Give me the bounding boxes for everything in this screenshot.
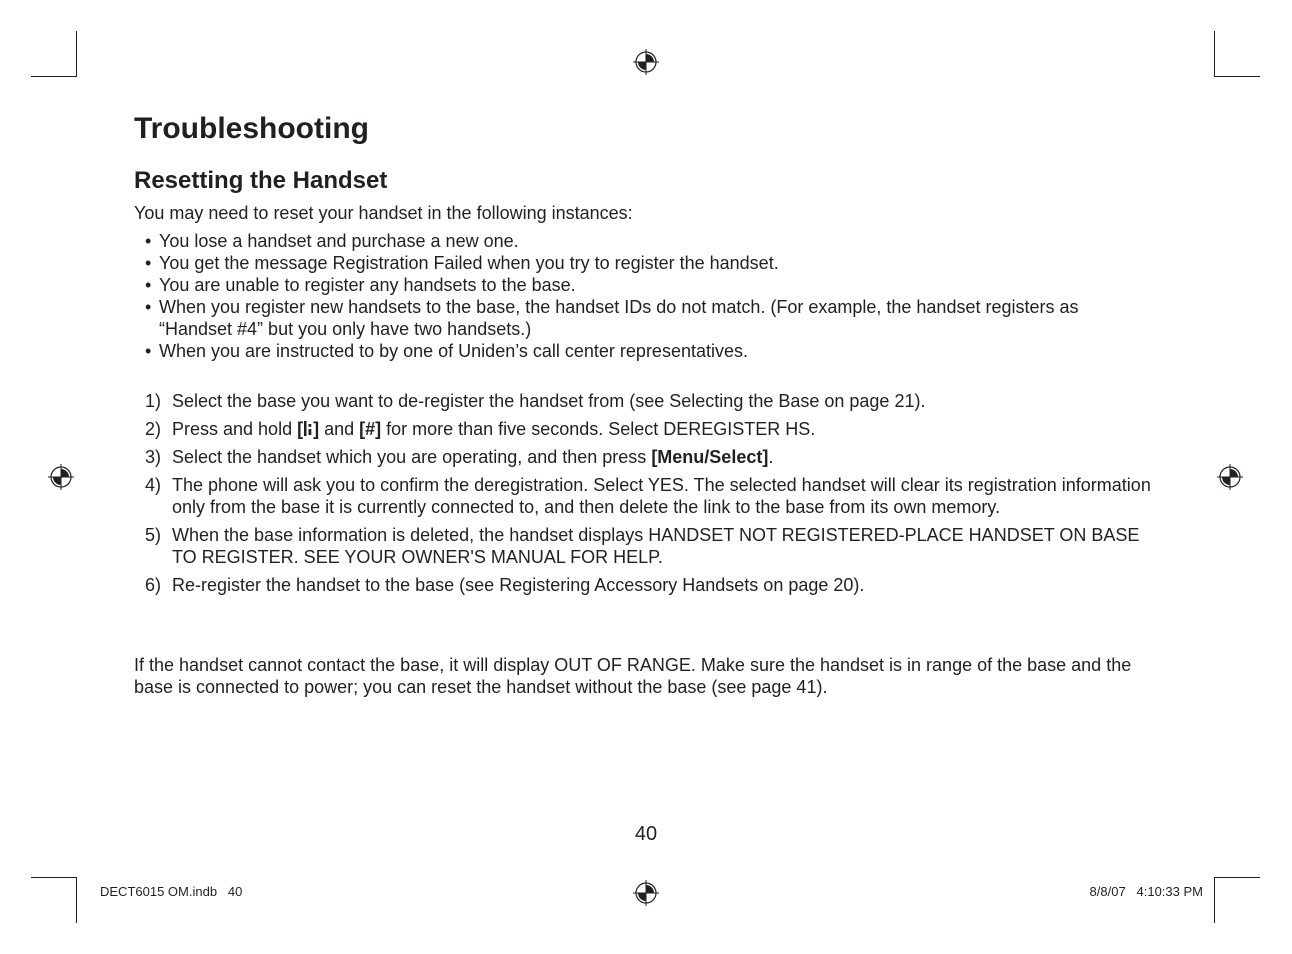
registration-mark-icon bbox=[1217, 464, 1243, 490]
list-item-text: You are unable to register any handsets to the base. bbox=[159, 275, 576, 295]
handset-icon bbox=[304, 420, 312, 437]
registration-mark-icon bbox=[48, 464, 74, 490]
print-slug-filename: DECT6015 OM.indb 40 bbox=[100, 884, 243, 899]
print-slug-timestamp: 8/8/07 4:10:33 PM bbox=[1089, 884, 1203, 899]
list-item bbox=[145, 252, 1155, 274]
instance-list bbox=[145, 230, 1155, 362]
step-item bbox=[145, 574, 1155, 596]
list-item-text: When you are instructed to by one of Uniden’s call center representatives. bbox=[159, 341, 748, 361]
step-item bbox=[145, 524, 1155, 568]
bullet-symbol: • bbox=[145, 275, 152, 295]
list-item-text: You get the message Registration Failed when you try to register the handset. bbox=[159, 253, 779, 273]
step-text: Select the base you want to de-register the handset from (see Selecting the Base on page 21). bbox=[172, 391, 926, 411]
step-number: 3) bbox=[145, 447, 162, 467]
crop-mark bbox=[1214, 877, 1260, 878]
step-item bbox=[145, 446, 1155, 468]
step-item bbox=[145, 418, 1155, 440]
crop-mark bbox=[76, 877, 77, 923]
list-item bbox=[145, 274, 1155, 296]
crop-mark bbox=[31, 877, 77, 878]
page-number: 40 bbox=[634, 823, 658, 845]
crop-mark bbox=[31, 76, 77, 77]
crop-mark bbox=[1214, 76, 1260, 77]
section-heading: Resetting the Handset bbox=[134, 167, 388, 194]
closing-paragraph: If the handset cannot contact the base, it will display OUT OF RANGE. Make sure the handset is in range of the base and the base is connected to power; you can reset the handset without the base (see page 41). bbox=[134, 655, 1132, 697]
bullet-symbol: • bbox=[145, 297, 152, 317]
step-text: The phone will ask you to confirm the deregistration. Select YES. The selected handset will clear its registration information only from the base it is currently connected to, and then delete the link to the base from its own memory. bbox=[172, 475, 1151, 517]
step-text: for more than five seconds. Select DEREGISTER HS. bbox=[381, 419, 816, 439]
list-item-text: You lose a handset and purchase a new one. bbox=[159, 231, 519, 251]
step-text: When the base information is deleted, the handset displays HANDSET NOT REGISTERED-PLACE HANDSET ON BASE TO REGISTER. SEE YOUR OWNER'S MANUAL FOR HELP. bbox=[172, 525, 1140, 567]
step-number: 2) bbox=[145, 419, 162, 439]
intro-text: You may need to reset your handset in the following instances: bbox=[134, 203, 633, 223]
step-item bbox=[145, 474, 1155, 518]
key-label-open: [ bbox=[297, 419, 304, 439]
bullet-symbol: • bbox=[145, 253, 152, 273]
reset-steps bbox=[145, 390, 1155, 602]
step-number: 5) bbox=[145, 525, 162, 545]
list-item bbox=[145, 340, 1155, 362]
step-text: Re-register the handset to the base (see Registering Accessory Handsets on page 20). bbox=[172, 575, 865, 595]
key-label-close: ] bbox=[313, 419, 320, 439]
page-title: Troubleshooting bbox=[134, 112, 369, 145]
step-number: 6) bbox=[145, 575, 162, 595]
step-text: Select the handset which you are operating, and then press bbox=[172, 447, 652, 467]
step-text: and bbox=[319, 419, 360, 439]
bullet-symbol: • bbox=[145, 341, 152, 361]
list-item-text: When you register new handsets to the base, the handset IDs do not match. (For example, the handset registers as “Handset #4” but you only have two handsets.) bbox=[159, 297, 1079, 339]
step-number: 4) bbox=[145, 475, 162, 495]
crop-mark bbox=[76, 31, 77, 77]
list-item bbox=[145, 230, 1155, 252]
registration-mark-icon bbox=[633, 880, 659, 906]
step-text: . bbox=[768, 447, 774, 467]
registration-mark-icon bbox=[633, 49, 659, 75]
crop-mark bbox=[1214, 877, 1215, 923]
bullet-symbol: • bbox=[145, 231, 152, 251]
pound-key-label: [#] bbox=[359, 419, 382, 439]
crop-mark bbox=[1214, 31, 1215, 77]
list-item bbox=[145, 296, 1155, 340]
step-item bbox=[145, 390, 1155, 412]
menu-select-key-label: [Menu/Select] bbox=[651, 447, 769, 467]
step-text: Press and hold bbox=[172, 419, 298, 439]
step-number: 1) bbox=[145, 391, 162, 411]
